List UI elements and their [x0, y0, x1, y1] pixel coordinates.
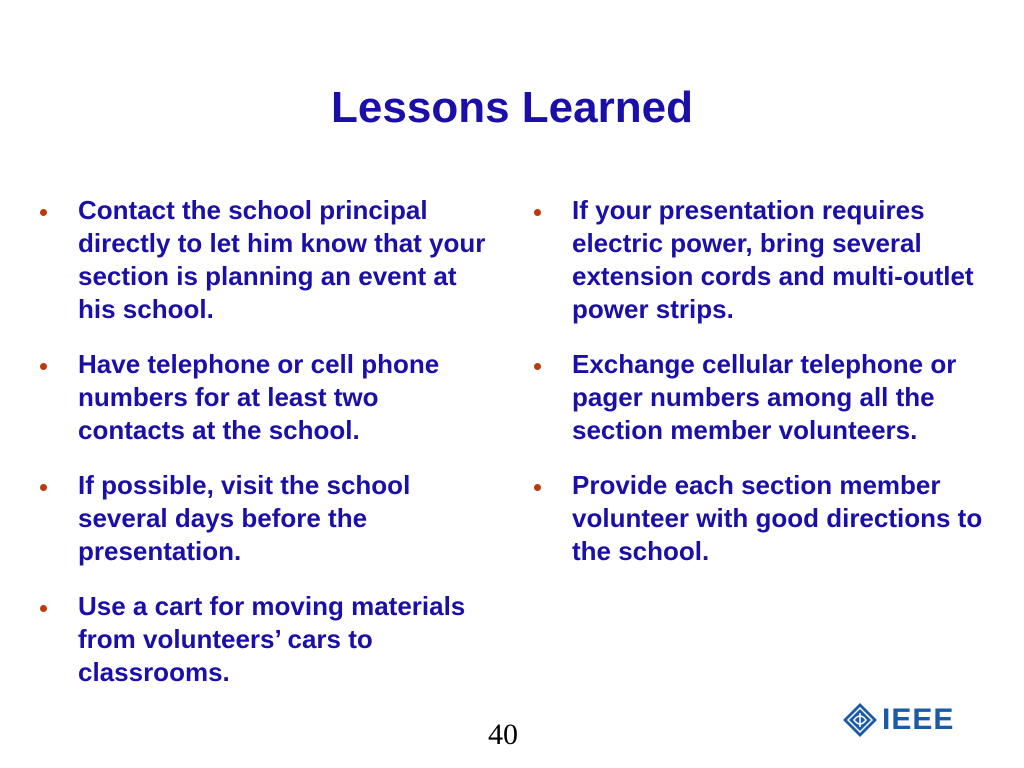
bullet-icon	[40, 484, 47, 491]
bullet-text: If your presentation requires electric power, bring several extension cords and multi-outlet power strips.	[572, 195, 974, 324]
bullet-icon	[40, 209, 47, 216]
bullet-icon	[40, 605, 47, 612]
bullet-icon	[534, 209, 541, 216]
bullet-item	[36, 469, 486, 568]
slide-title: Lessons Learned	[331, 83, 693, 132]
bullet-text: If possible, visit the school several days before the presentation.	[78, 470, 411, 566]
page-number: 40	[488, 718, 518, 751]
bullet-icon	[534, 484, 541, 491]
ieee-logo	[842, 702, 954, 738]
ieee-logo-text: IEEE	[882, 703, 955, 736]
bullet-icon	[534, 363, 541, 370]
bullet-icon	[40, 363, 47, 370]
bullet-text: Have telephone or cell phone numbers for at least two contacts at the school.	[78, 349, 440, 445]
bullet-text: Use a cart for moving materials from volunteers’ cars to classrooms.	[78, 591, 466, 687]
bullet-item	[36, 348, 486, 447]
bullet-text: Exchange cellular telephone or pager numbers among all the section member volunteers.	[572, 349, 957, 445]
left-bullet-list	[36, 194, 486, 711]
bullet-item	[36, 590, 486, 689]
ieee-diamond-icon	[842, 702, 878, 738]
bullet-item	[530, 469, 1000, 568]
bullet-text: Contact the school principal directly to let him know that your section is planning an event at his school.	[78, 195, 486, 324]
bullet-item	[530, 348, 1000, 447]
right-bullet-list	[530, 194, 1000, 590]
bullet-item	[530, 194, 1000, 326]
bullet-text: Provide each section member volunteer with good directions to the school.	[572, 470, 983, 566]
bullet-item	[36, 194, 486, 326]
